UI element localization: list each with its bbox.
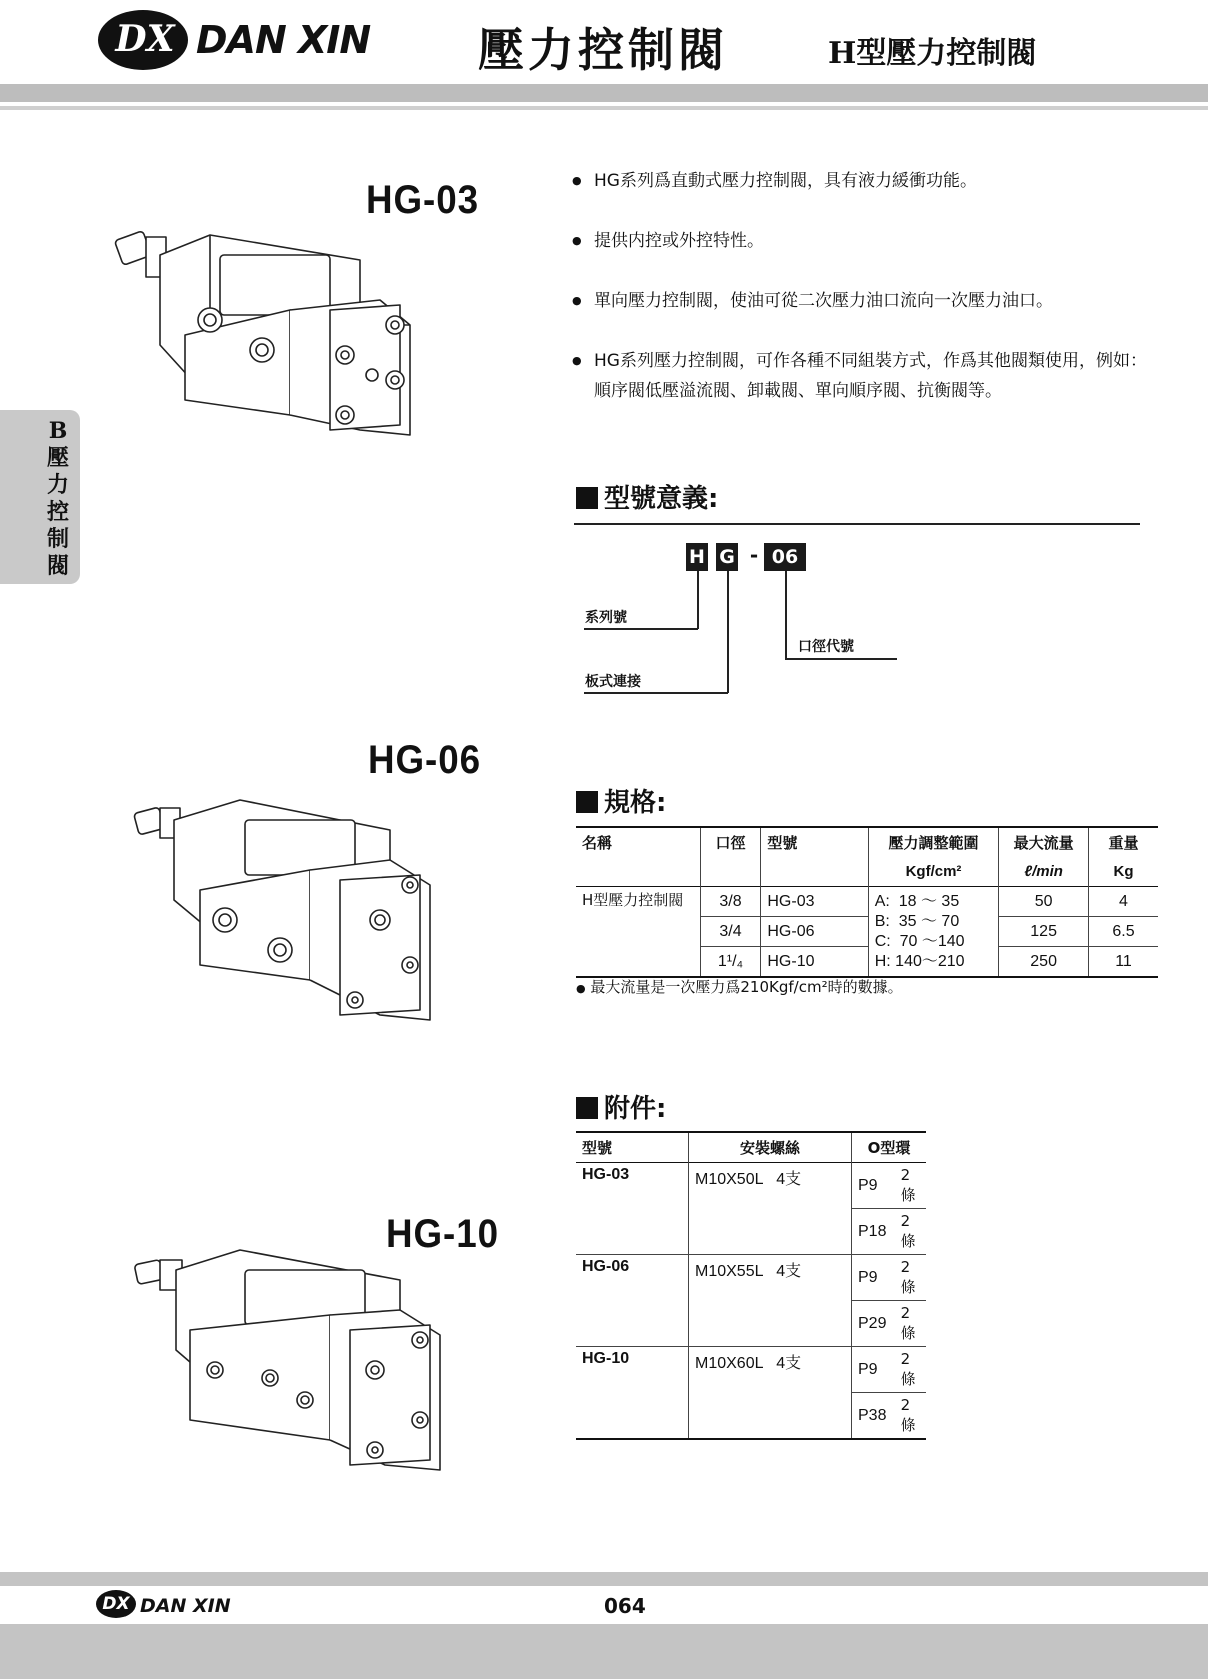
- logo-mark-text: DX: [115, 18, 175, 60]
- leader-line: [727, 571, 729, 693]
- specs-heading: 規格:: [576, 782, 666, 819]
- specs-table: [576, 826, 1158, 978]
- page-title: 壓力控制閥: [478, 23, 728, 77]
- spec-flow-cell: 125: [999, 917, 1089, 947]
- leader-line: [785, 658, 897, 660]
- acc-screw-cell: M10X60L 4支: [689, 1347, 852, 1440]
- acc-model-cell: HG-03: [576, 1163, 689, 1255]
- spec-size-cell: 3/8: [700, 887, 761, 917]
- spec-header-weight: 重量: [1108, 834, 1139, 852]
- acc-oring-qty: 2條: [895, 1347, 926, 1393]
- feature-list: [572, 166, 1172, 436]
- acc-oring-qty: 2條: [895, 1255, 926, 1301]
- label-series: 系列號: [585, 610, 627, 626]
- leader-line: [584, 628, 698, 630]
- section-side-tab-label: B壓力控制閥: [46, 418, 69, 579]
- acc-model-cell: HG-10: [576, 1347, 689, 1440]
- leader-line: [697, 571, 699, 629]
- header-band: [0, 84, 1208, 102]
- pressure-range-c: C: 70 ～140: [874, 932, 965, 950]
- footer-band: [0, 1624, 1208, 1679]
- code-box-g: G: [716, 543, 738, 571]
- spec-unit-weight: Kg: [1113, 863, 1134, 880]
- brand-name: DAN XIN: [196, 18, 371, 62]
- spec-unit-pressure: Kgf/cm²: [868, 857, 999, 887]
- acc-screw-cell: M10X55L 4支: [689, 1255, 852, 1347]
- label-plate: 板式連接: [585, 674, 641, 690]
- feature-item: ● 提供内控或外控特性。: [572, 226, 1172, 256]
- label-size: 口徑代號: [798, 639, 854, 655]
- code-box-h: H: [686, 543, 708, 571]
- spec-header-size: 口徑: [700, 827, 761, 857]
- code-box-size: 06: [764, 543, 806, 571]
- spec-note: ● 最大流量是一次壓力爲210Kgf/cm²時的數據。: [576, 978, 903, 996]
- header-rule: [0, 106, 1208, 110]
- acc-oring-cell: P29: [852, 1301, 895, 1347]
- spec-header-name: 名稱: [576, 827, 700, 857]
- acc-oring-cell: P18: [852, 1209, 895, 1255]
- spec-model-cell: HG-10: [761, 947, 868, 978]
- spec-name-cell: H型壓力控制閥: [576, 887, 700, 978]
- page-number: 064: [604, 1594, 646, 1618]
- pressure-range-h: H: 140～210: [874, 952, 965, 970]
- valve-hg06-drawing-icon: [130, 790, 460, 1040]
- heading-rule: [574, 523, 1140, 525]
- leader-line: [584, 692, 728, 694]
- acc-oring-cell: P9: [852, 1347, 895, 1393]
- acc-oring-cell: P9: [852, 1255, 895, 1301]
- spec-weight-cell: 11: [1115, 952, 1132, 970]
- acc-screw-cell: M10X50L 4支: [689, 1163, 852, 1255]
- model-label-hg03: HG-03: [366, 178, 479, 222]
- acc-oring-qty: 2條: [895, 1209, 926, 1255]
- model-label-hg10: HG-10: [386, 1212, 499, 1256]
- feature-item: ● HG系列壓力控制閥，可作各種不同組裝方式，作爲其他閥類使用，例如：順序閥低壓溢流閥、卸載閥、單向順序閥、抗衡閥等。: [572, 346, 1154, 406]
- pressure-range-b: B: 35 ～ 70: [874, 912, 960, 930]
- acc-model-cell: HG-06: [576, 1255, 689, 1347]
- acc-oring-qty: 2條: [895, 1393, 926, 1440]
- spec-size-cell: 3/4: [700, 917, 761, 947]
- code-dash: -: [749, 543, 759, 567]
- feature-item: ● 單向壓力控制閥，使油可從二次壓力油口流向一次壓力油口。: [572, 286, 1172, 316]
- acc-oring-cell: P38: [852, 1393, 895, 1440]
- page-subtitle: H型壓力控制閥: [828, 36, 1037, 71]
- spec-weight-cell: 6.5: [1112, 922, 1135, 940]
- spec-unit-flow: ℓ/min: [999, 857, 1089, 887]
- acc-header-oring: O型環: [867, 1139, 911, 1157]
- spec-flow-cell: 50: [999, 887, 1089, 917]
- spec-size-cell: 1¹/₄: [700, 947, 761, 978]
- spec-pressure-cell: [868, 887, 999, 978]
- leader-line: [785, 571, 787, 659]
- accessories-heading: 附件:: [576, 1088, 666, 1125]
- spec-model-cell: HG-03: [761, 887, 868, 917]
- acc-oring-qty: 2條: [895, 1163, 926, 1209]
- valve-hg10-drawing-icon: [130, 1240, 470, 1490]
- spec-flow-cell: 250: [999, 947, 1089, 978]
- footer-logo-mark: DX: [102, 1594, 130, 1614]
- feature-item: ● HG系列爲直動式壓力控制閥，具有液力緩衝功能。: [572, 166, 1172, 196]
- accessories-table: [576, 1131, 926, 1440]
- spec-header-pressure: 壓力調整範圍: [868, 827, 999, 857]
- spec-header-flow: 最大流量: [999, 827, 1089, 857]
- valve-hg03-drawing-icon: [110, 215, 450, 465]
- model-code-heading: 型號意義:: [576, 478, 718, 515]
- footer-rule: [0, 1572, 1208, 1586]
- acc-oring-cell: P9: [852, 1163, 895, 1209]
- spec-weight-cell: 4: [1119, 892, 1128, 910]
- pressure-range-a: A: 18 ～ 35: [874, 892, 960, 910]
- footer-brand-name: DAN XIN: [140, 1595, 231, 1617]
- spec-header-model: 型號: [761, 827, 868, 857]
- acc-header-model: 型號: [576, 1132, 689, 1163]
- acc-header-screw: 安裝螺絲: [689, 1132, 852, 1163]
- model-label-hg06: HG-06: [368, 738, 481, 782]
- spec-model-cell: HG-06: [761, 917, 868, 947]
- acc-oring-qty: 2條: [895, 1301, 926, 1347]
